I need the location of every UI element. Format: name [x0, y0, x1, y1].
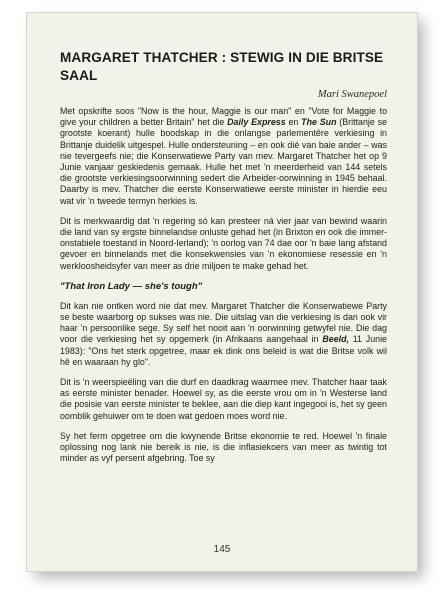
paragraph-3-text-c: 11 Junie 1983): "Ons het sterk opgetree, maar ek dink ons beleid is wat die Britse volk wil hê en waaraan hy glo".	[60, 334, 387, 367]
paragraph-4: Dit is 'n weerspieëling van die durf en daadkrag waarmee mev. Thatcher haar taak as eerste minister benader. Hoewel sy, as die eerste vrou om in 'n Westerse land die posisie van eerste minister te beklee, aan die diep kant ingegooi is, het sy geen oomblik gehuiwer om te doen wat gedoen moes word nie.	[60, 377, 387, 421]
paragraph-1-text-c: en	[285, 117, 302, 128]
paragraph-1-text-e: (Brittanje se grootste koerant) hulle boodskap in die onlangse parlementêre verkiesing in Brittanje duidelik uitgespel. Hulle ondersteuning – en ook dié van baie ander – was nie tevergeefs nie; die Konserwatiewe Party van mev. Margaret Thatcher het op 9 Junie vanjaar geskiedenis gemaak. Hulle het met 'n meerderheid van 144 setels die grootste verkiesingsoorwinning sedert die Arbeider-oorwinning in 1945 behaal. Daarby is mev. Thatcher die eerste Konserwatiewe eerste minister in hierdie eeu wat vir 'n tweede termyn herkies is.	[60, 117, 387, 206]
paragraph-5: Sy het ferm opgetree om die kwynende Britse ekonomie te red. Hoewel 'n finale oplossing nog lank nie bereik is nie, is die inflasiekoers van meer as twintig tot minder as vyf persent afgebring. Toe sy	[60, 430, 387, 464]
paragraph-1	[60, 106, 387, 207]
newspaper-the-sun: The Sun	[301, 117, 337, 128]
page-number: 145	[213, 544, 231, 555]
section-subheading: "That Iron Lady — she's tough"	[60, 280, 203, 292]
article-author: Mari Swanepoel	[317, 89, 387, 100]
paragraph-2: Dit is merkwaardig dat 'n regering só kan presteer ná vier jaar van bewind waarin die land van sy ergste binnelandse onluste gehad het (in Brixton en ook die immer-onstabiele toestand in Noord-Ierland); 'n oorlog van 74 dae oor 'n baie lang afstand gevoer en binnelands met die konsekwensies van 'n ekonomiese resessie en 'n werkloosheidsyfer van meer as drie miljoen te make gehad het.	[60, 215, 387, 271]
newspaper-daily-express: Daily Express	[227, 117, 286, 128]
article-title: MARGARET THATCHER : STEWIG IN DIE BRITSE SAAL	[60, 50, 384, 83]
paragraph-3-text-a: Dit kan nie ontken word nie dat mev. Margaret Thatcher die Konserwatiewe Party se beste waarborg op sukses was nie. Die uitslag van die verkiesing is dan ook vir haar 'n persoonlike sege. Sy self het nooit aan 'n oorwinning getwyfel nie. Die dag voor die verkiesing het sy opgemerk (in Afrikaans aangehaal in	[60, 300, 387, 345]
paragraph-1-text-a: Met opskrifte soos "Now is the hour, Maggie is our man" en "Vote for Maggie to give your children a better Britain" het die	[60, 106, 387, 128]
paragraph-3	[60, 301, 387, 368]
book-page	[26, 12, 418, 572]
newspaper-beeld: Beeld,	[322, 334, 349, 345]
